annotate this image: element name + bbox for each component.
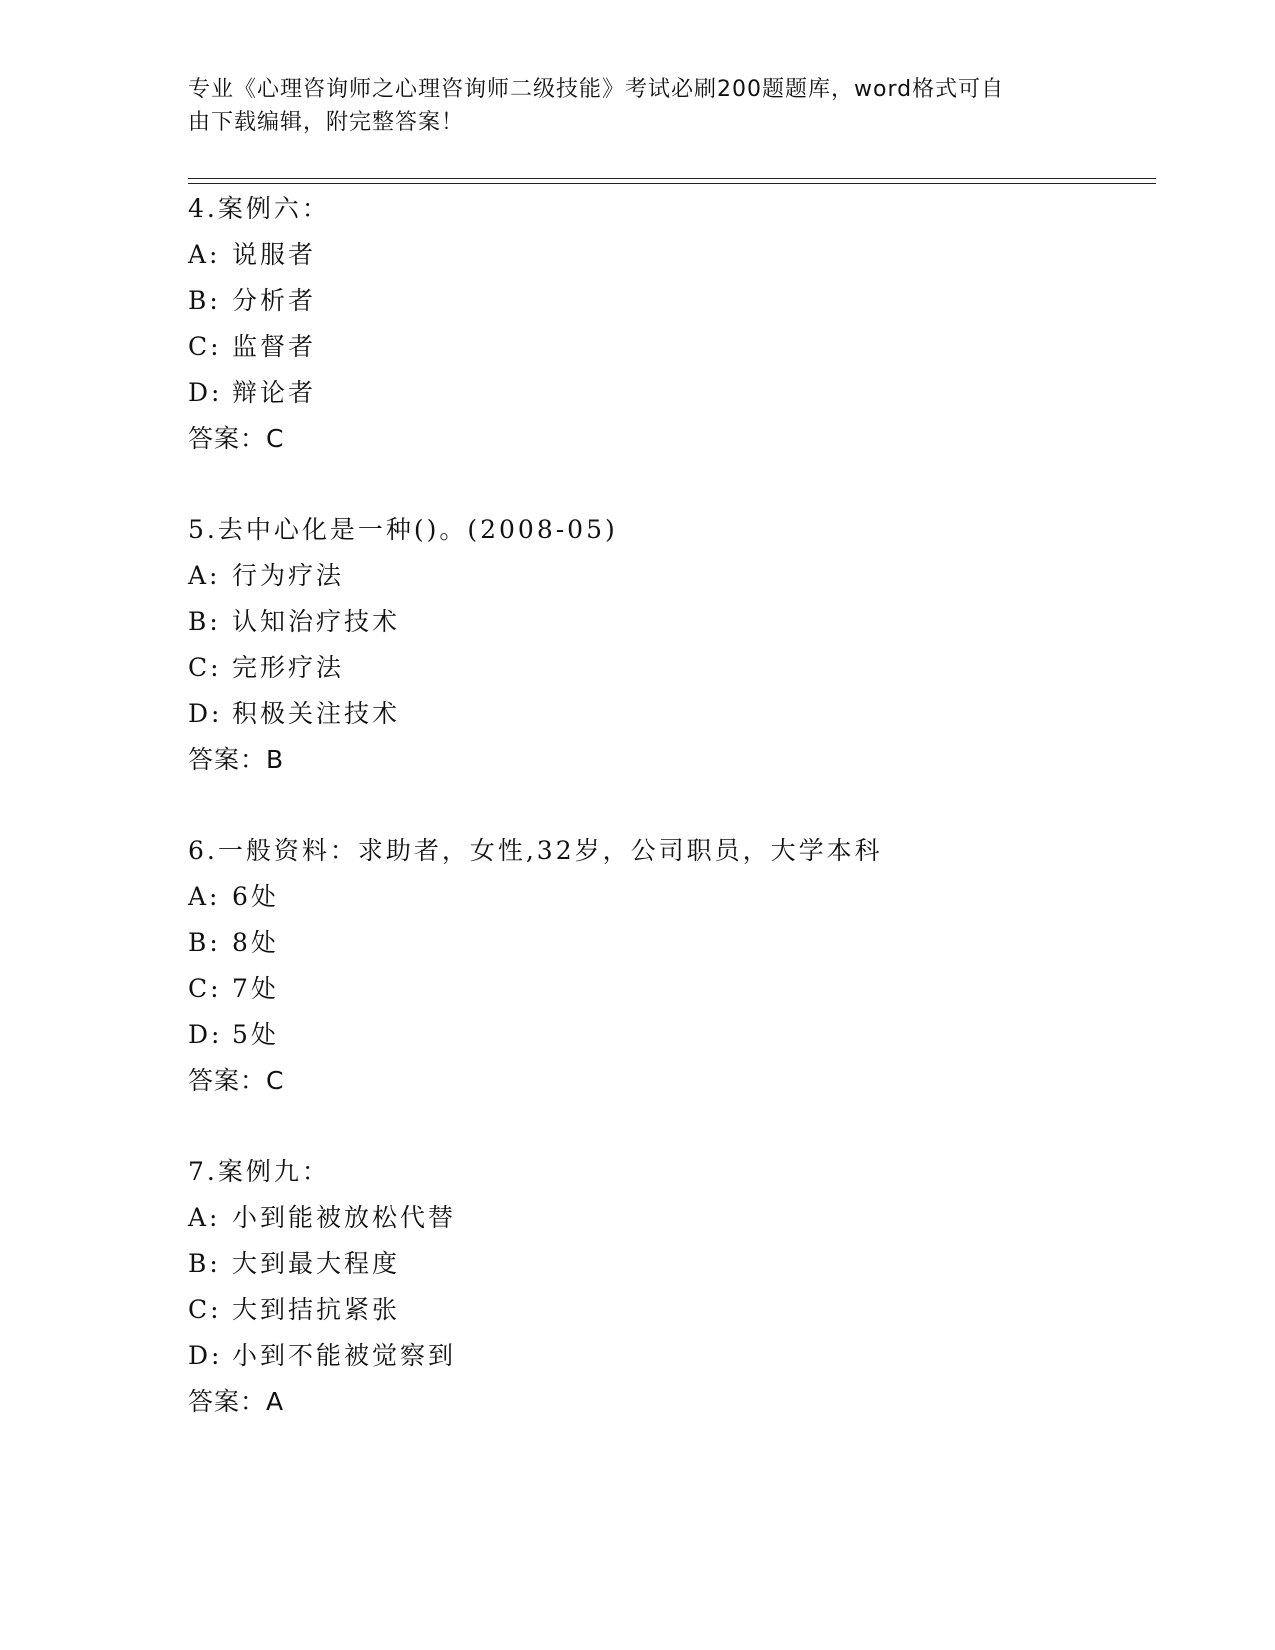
header-line-1: 专业《心理咨询师之心理咨询师二级技能》考试必刷200题题库，word格式可自 (188, 77, 1005, 102)
option-text: 行为疗法 (232, 561, 345, 590)
option-text: 辩论者 (232, 378, 317, 407)
option-b (188, 599, 1188, 645)
option-b (188, 920, 1188, 966)
option-text: 小到能被放松代替 (232, 1203, 457, 1232)
option-d (188, 1333, 1188, 1379)
option-text: 8处 (232, 928, 279, 957)
option-text: 说服者 (232, 240, 317, 269)
header-divider-bottom (188, 183, 1156, 184)
question-stem: 4.案例六： (188, 194, 330, 223)
option-a (188, 1195, 1188, 1241)
answer-line: 答案：C (188, 424, 285, 453)
option-letter: D: (188, 699, 223, 728)
option-letter: A: (188, 1203, 221, 1232)
option-text: 积极关注技术 (232, 699, 401, 728)
question-stem: 5.去中心化是一种()。(2008-05) (188, 515, 618, 544)
option-text: 5处 (232, 1020, 279, 1049)
option-c (188, 966, 1188, 1012)
answer-line: 答案：A (188, 1387, 285, 1416)
option-a (188, 874, 1188, 920)
option-b (188, 1241, 1188, 1287)
option-text: 分析者 (232, 286, 317, 315)
question-block (188, 507, 1188, 783)
option-text: 认知治疗技术 (232, 607, 401, 636)
option-a (188, 232, 1188, 278)
question-block (188, 1149, 1188, 1425)
option-c (188, 324, 1188, 370)
header-line-2: 由下载编辑，附完整答案！ (188, 110, 465, 135)
option-text: 完形疗法 (232, 653, 345, 682)
option-c (188, 645, 1188, 691)
option-letter: C: (188, 974, 222, 1003)
option-c (188, 1287, 1188, 1333)
option-text: 大到拮抗紧张 (232, 1295, 401, 1324)
question-block (188, 186, 1188, 462)
option-letter: C: (188, 653, 222, 682)
option-letter: A: (188, 240, 221, 269)
option-letter: A: (188, 561, 221, 590)
question-stem: 7.案例九： (188, 1157, 330, 1186)
option-d (188, 1012, 1188, 1058)
answer-line: 答案：B (188, 745, 285, 774)
option-text: 监督者 (232, 332, 317, 361)
option-text: 7处 (232, 974, 279, 1003)
option-letter: B: (188, 607, 221, 636)
question-stem: 6.一般资料：求助者，女性,32岁，公司职员，大学本科 (188, 836, 883, 865)
option-d (188, 370, 1188, 416)
question-block (188, 828, 1188, 1104)
option-b (188, 278, 1188, 324)
option-letter: D: (188, 1020, 223, 1049)
option-letter: D: (188, 378, 223, 407)
option-letter: B: (188, 928, 221, 957)
option-letter: B: (188, 1249, 221, 1278)
option-letter: A: (188, 882, 221, 911)
option-text: 大到最大程度 (232, 1249, 401, 1278)
option-letter: B: (188, 286, 221, 315)
option-letter: C: (188, 332, 222, 361)
header-divider-top (188, 178, 1156, 179)
document-header (188, 73, 1088, 139)
option-text: 6处 (232, 882, 279, 911)
answer-line: 答案：C (188, 1066, 285, 1095)
option-a (188, 553, 1188, 599)
option-d (188, 691, 1188, 737)
option-letter: D: (188, 1341, 223, 1370)
option-letter: C: (188, 1295, 222, 1324)
option-text: 小到不能被觉察到 (232, 1341, 457, 1370)
